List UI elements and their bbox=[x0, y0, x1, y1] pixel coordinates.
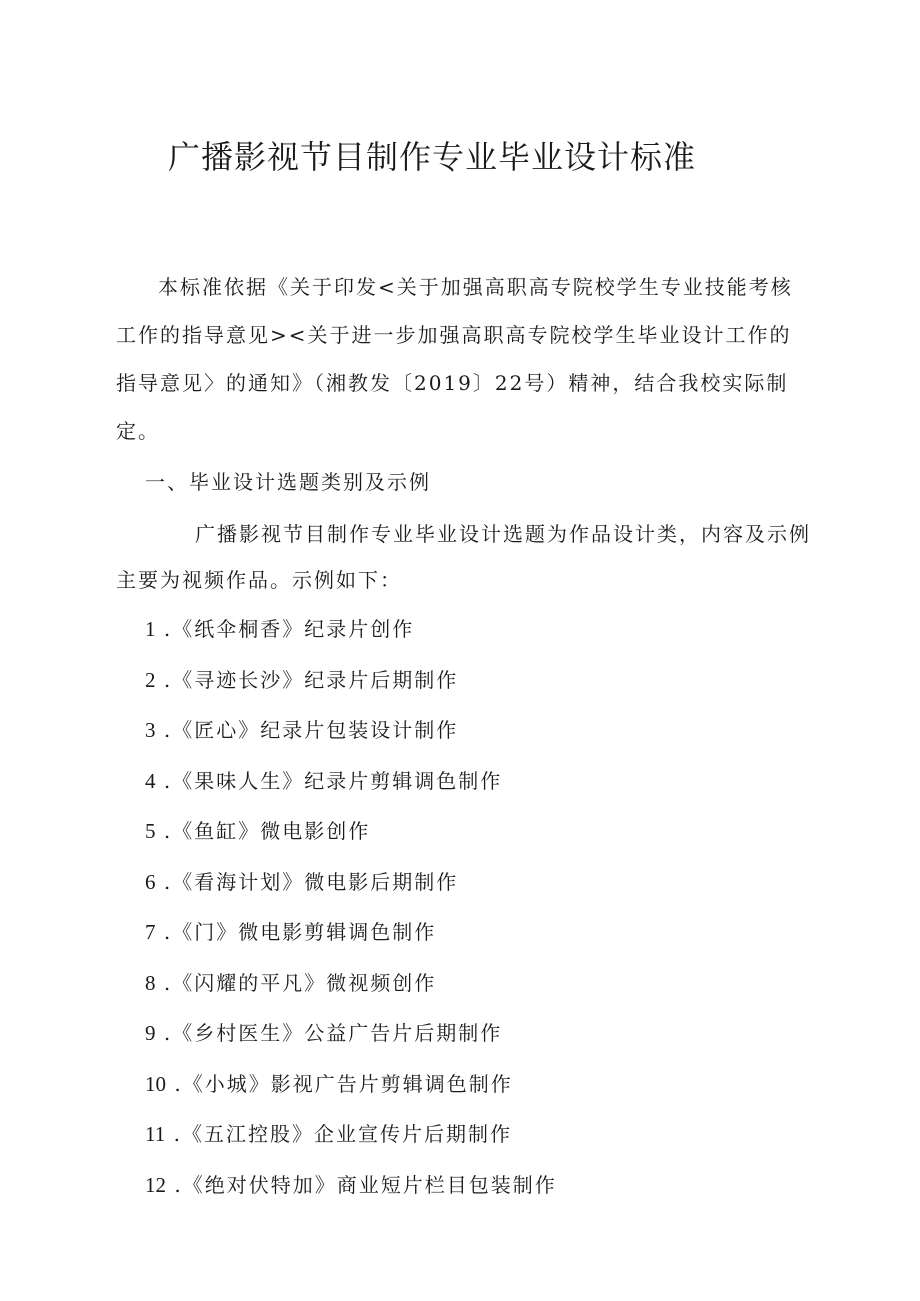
list-item bbox=[145, 861, 557, 912]
list-item bbox=[145, 659, 557, 710]
list-item-text: .《闪耀的平凡》微视频创作 bbox=[163, 970, 437, 995]
list-item-number: 6 bbox=[145, 869, 156, 894]
list-item bbox=[145, 1063, 557, 1114]
list-item bbox=[145, 911, 557, 962]
list-item-text: .《乡村医生》公益广告片后期制作 bbox=[163, 1021, 503, 1045]
list-item-number: 2 bbox=[145, 667, 156, 692]
section-heading: 一、毕业设计选题类别及示例 bbox=[145, 470, 431, 494]
list-item-number: 8 bbox=[145, 970, 156, 995]
list-item-number: 7 bbox=[145, 920, 156, 944]
page-title: 广播影视节目制作专业毕业设计标准 bbox=[168, 138, 697, 176]
section-paragraph-text: 广播影视节目制作专业毕业设计选题为作品设计类，内容及示例主要为视频作品。示例如下： bbox=[116, 522, 811, 592]
list-item-text: .《寻迹长沙》纪录片后期制作 bbox=[163, 667, 459, 692]
list-item-number: 9 bbox=[145, 1021, 156, 1045]
intro-paragraph bbox=[116, 263, 806, 455]
list-item-number: 1 bbox=[145, 617, 156, 641]
list-item bbox=[145, 810, 557, 861]
list-item-number: 10 bbox=[145, 1071, 166, 1096]
list-item-text: .《小城》影视广告片剪辑调色制作 bbox=[174, 1071, 513, 1096]
list-item bbox=[145, 1012, 557, 1063]
list-item-number: 12 bbox=[145, 1172, 166, 1197]
list-item-number: 3 bbox=[145, 718, 156, 742]
list-item-text: .《看海计划》微电影后期制作 bbox=[163, 869, 459, 894]
list-item bbox=[145, 709, 557, 760]
example-list bbox=[145, 608, 557, 1214]
list-item-text: .《匠心》纪录片包装设计制作 bbox=[163, 718, 459, 742]
list-item bbox=[145, 1113, 557, 1164]
list-item-text: .《纸伞桐香》纪录片创作 bbox=[163, 617, 415, 641]
intro-text: 本标准依据《关于印发<关于加强高职高专院校学生专业技能考核工作的指导意见><关于进一步加强高职高专院校学生毕业设计工作的指导意见〉的通知》（湘教发〔2019〕22号）精神，结合我校实际制定。 bbox=[116, 275, 793, 443]
list-item-number: 4 bbox=[145, 768, 156, 793]
list-item bbox=[145, 962, 557, 1013]
section-paragraph bbox=[116, 511, 816, 603]
list-item-number: 11 bbox=[145, 1122, 166, 1146]
list-item-text: .《五江控股》企业宣传片后期制作 bbox=[173, 1122, 512, 1146]
list-item-text: .《果味人生》纪录片剪辑调色制作 bbox=[163, 768, 503, 793]
list-item-text: .《绝对伏特加》商业短片栏目包装制作 bbox=[174, 1172, 557, 1197]
list-item-text: .《门》微电影剪辑调色制作 bbox=[163, 920, 437, 944]
list-item bbox=[145, 608, 557, 659]
list-item-number: 5 bbox=[145, 819, 156, 843]
list-item bbox=[145, 1164, 557, 1215]
list-item-text: .《鱼缸》微电影创作 bbox=[163, 819, 371, 843]
list-item bbox=[145, 760, 557, 811]
